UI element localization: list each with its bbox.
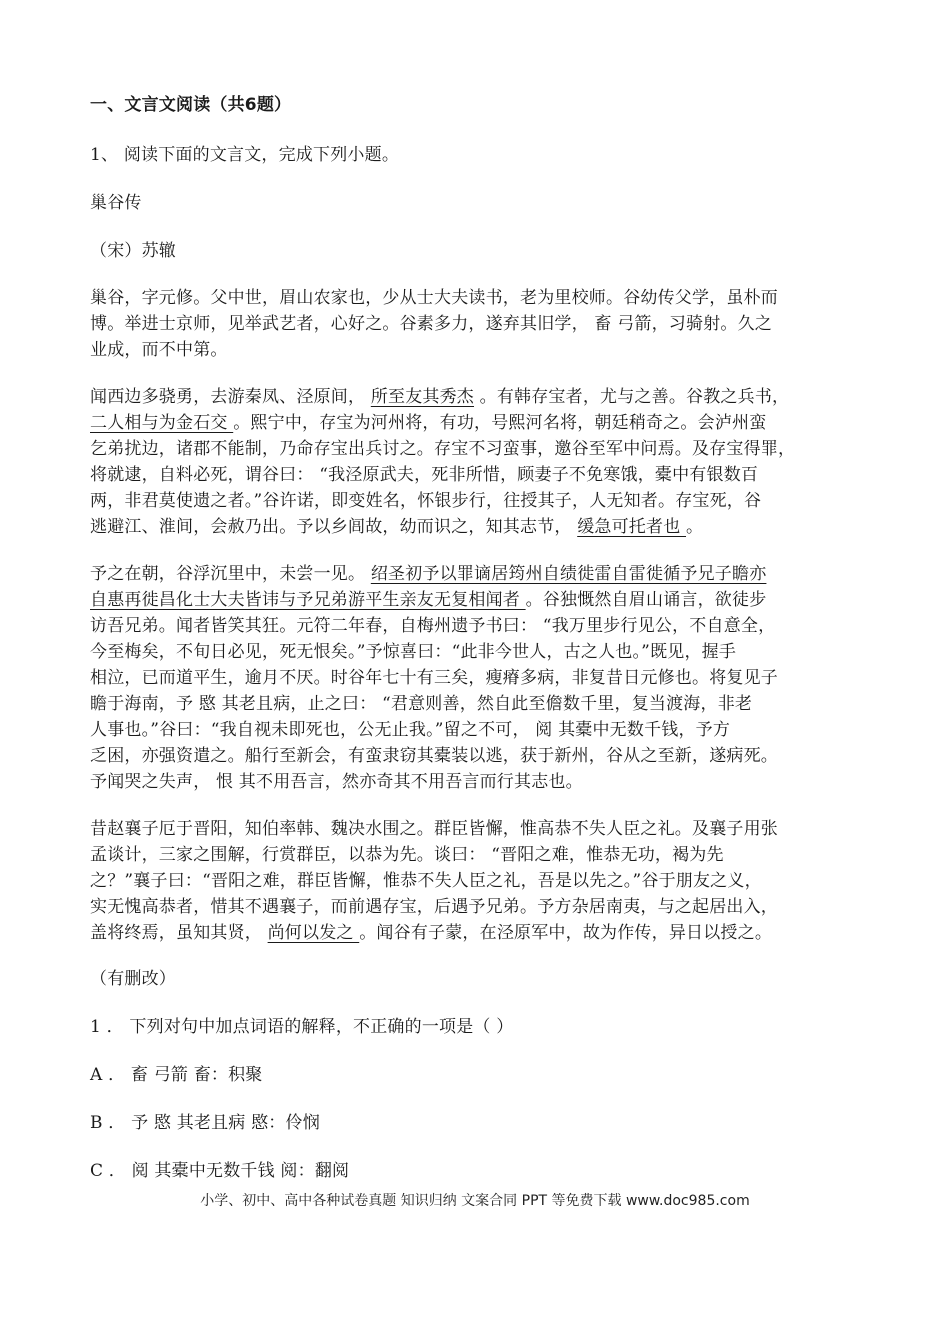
option-c: C ． 阅 其橐中无数千钱 阅：翻阅 <box>90 1161 350 1181</box>
underlined-sentence: 二人相与为金石交 <box>90 413 234 433</box>
underlined-sentence: 缓急可托者也 <box>577 517 687 537</box>
option-b: B ． 予 愍 其老且病 愍：伶悯 <box>90 1113 320 1133</box>
underlined-sentence: 所至友其秀杰 <box>370 387 475 407</box>
text-segment: 逃避江、淮间，会赦乃出。予以乡闾故，幼而识之，知其志节， <box>90 517 578 537</box>
paragraph-4-line-5 <box>90 920 772 946</box>
paragraph-3-line-4: 今至梅矣，不旬日必见，死无恨矣。”予惊喜曰：“此非今世人，古之人也。”既见，握手 <box>90 642 737 662</box>
underlined-sentence: 绍圣初予以罪谪居筠州自绩徙雷自雷徙循予兄子瞻亦 <box>370 564 767 584</box>
paragraph-3-line-5: 相泣，已而道平生，逾月不厌。时谷年七十有三矣，瘦瘠多病，非复昔日元修也。将复见子 <box>90 668 778 688</box>
text-segment: 予之在朝，谷浮沉里中，未尝一见。 <box>90 564 371 584</box>
paragraph-2-line-4: 将就逮，自料必死，谓谷曰： “我泾原武夫，死非所惜，顾妻子不免寒饿，橐中有银数百 <box>90 465 759 485</box>
paragraph-4-line-2: 孟谈计，三家之围解，行赏群臣，以恭为先。谈曰： “晋阳之难，惟恭无功，褐为先 <box>90 845 724 865</box>
paragraph-3-line-1 <box>90 561 766 587</box>
author-line: （宋）苏辙 <box>90 241 176 261</box>
paragraph-2-line-2 <box>90 410 766 436</box>
text-segment: 闻西边多骁勇，去游秦凤、泾原间， <box>90 387 371 407</box>
option-a: A ． 畜 弓箭 畜：积聚 <box>90 1065 263 1085</box>
question-stem: 1 ． 下列对句中加点词语的解释，不正确的一项是（ ） <box>90 1017 514 1037</box>
paragraph-3-line-7: 人事也。”谷曰：“我自视未即死也，公无止我。”留之不可， 阅 其橐中无数千钱，予方 <box>90 720 731 740</box>
paragraph-3-line-8: 乏困，亦强资遣之。船行至新会，有蛮隶窃其橐装以逃，获于新州，谷从之至新，遂病死。 <box>90 746 778 766</box>
paragraph-3-line-3: 访吾兄弟。闻者皆笑其狂。元符二年春，自梅州遗予书曰： “我万里步行见公，不自意全， <box>90 616 776 636</box>
text-segment: 。谷独慨然自眉山诵言，欲徒步 <box>525 590 767 610</box>
paragraph-3-line-2 <box>90 587 766 613</box>
paragraph-3-line-6: 瞻于海南，予 愍 其老且病，止之曰： “君意则善，然自此至儋数千里，复当渡海，非老 <box>90 694 753 714</box>
text-segment: 。有韩存宝者，尤与之善。谷教之兵书， <box>474 387 790 407</box>
edit-note: （有删改） <box>90 969 176 989</box>
paragraph-4-line-4: 实无愧高恭者，惜其不遇襄子，而前遇存宝，后遇予兄弟。予方杂居南夷，与之起居出入， <box>90 897 778 917</box>
paragraph-1-line-2: 博。举进士京师，见举武艺者，心好之。谷素多力，遂弃其旧学， 畜 弓箭，习骑射。久之 <box>90 314 773 334</box>
underlined-sentence: 尚何以发之 <box>267 923 360 943</box>
paragraph-4-line-1: 昔赵襄子厄于晋阳，知伯率韩、魏决水围之。群臣皆懈，惟高恭不失人臣之礼。及襄子用张 <box>90 819 778 839</box>
paragraph-2-line-3: 乞弟扰边，诸郡不能制，乃命存宝出兵讨之。存宝不习蛮事，邀谷至军中问焉。及存宝得罪， <box>90 439 796 459</box>
paragraph-2-line-1 <box>90 384 789 410</box>
paragraph-3-line-9: 予闻哭之失声， 恨 其不用吾言，然亦奇其不用吾言而行其志也。 <box>90 772 583 792</box>
section-title: 一、文言文阅读（共6题） <box>90 95 292 115</box>
text-segment: 盖将终焉，虽知其贤， <box>90 923 268 943</box>
text-segment: 。 <box>686 517 704 537</box>
text-segment: 。熙宁中，存宝为河州将，有功，号熙河名将，朝廷稍奇之。会泸州蛮 <box>233 413 767 433</box>
page-footer: 小学、初中、高中各种试卷真题 知识归纳 文案合同 PPT 等免费下载 www.doc985.com <box>200 1193 750 1209</box>
paragraph-1-line-3: 业成，而不中第。 <box>90 340 228 360</box>
paragraph-2-line-6 <box>90 514 703 540</box>
text-segment: 。闻谷有子蒙，在泾原军中，故为作传，异日以授之。 <box>359 923 773 943</box>
paragraph-2-line-5: 两，非君莫使遗之者。”谷许诺，即变姓名，怀银步行，往授其子，人无知者。存宝死，谷 <box>90 491 762 511</box>
instruction: 1、 阅读下面的文言文，完成下列小题。 <box>90 145 400 165</box>
underlined-sentence: 自惠再徙昌化士大夫皆讳与予兄弟游平生亲友无复相闻者 <box>90 590 526 610</box>
article-title: 巢谷传 <box>90 193 142 213</box>
paragraph-4-line-3: 之？”襄子曰：“晋阳之难，群臣皆懈，惟恭不失人臣之礼，吾是以先之。”谷于朋友之义， <box>90 871 762 891</box>
paragraph-1-line-1: 巢谷，字元修。父中世，眉山农家也，少从士大夫读书，老为里校师。谷幼传父学，虽朴而 <box>90 288 778 308</box>
